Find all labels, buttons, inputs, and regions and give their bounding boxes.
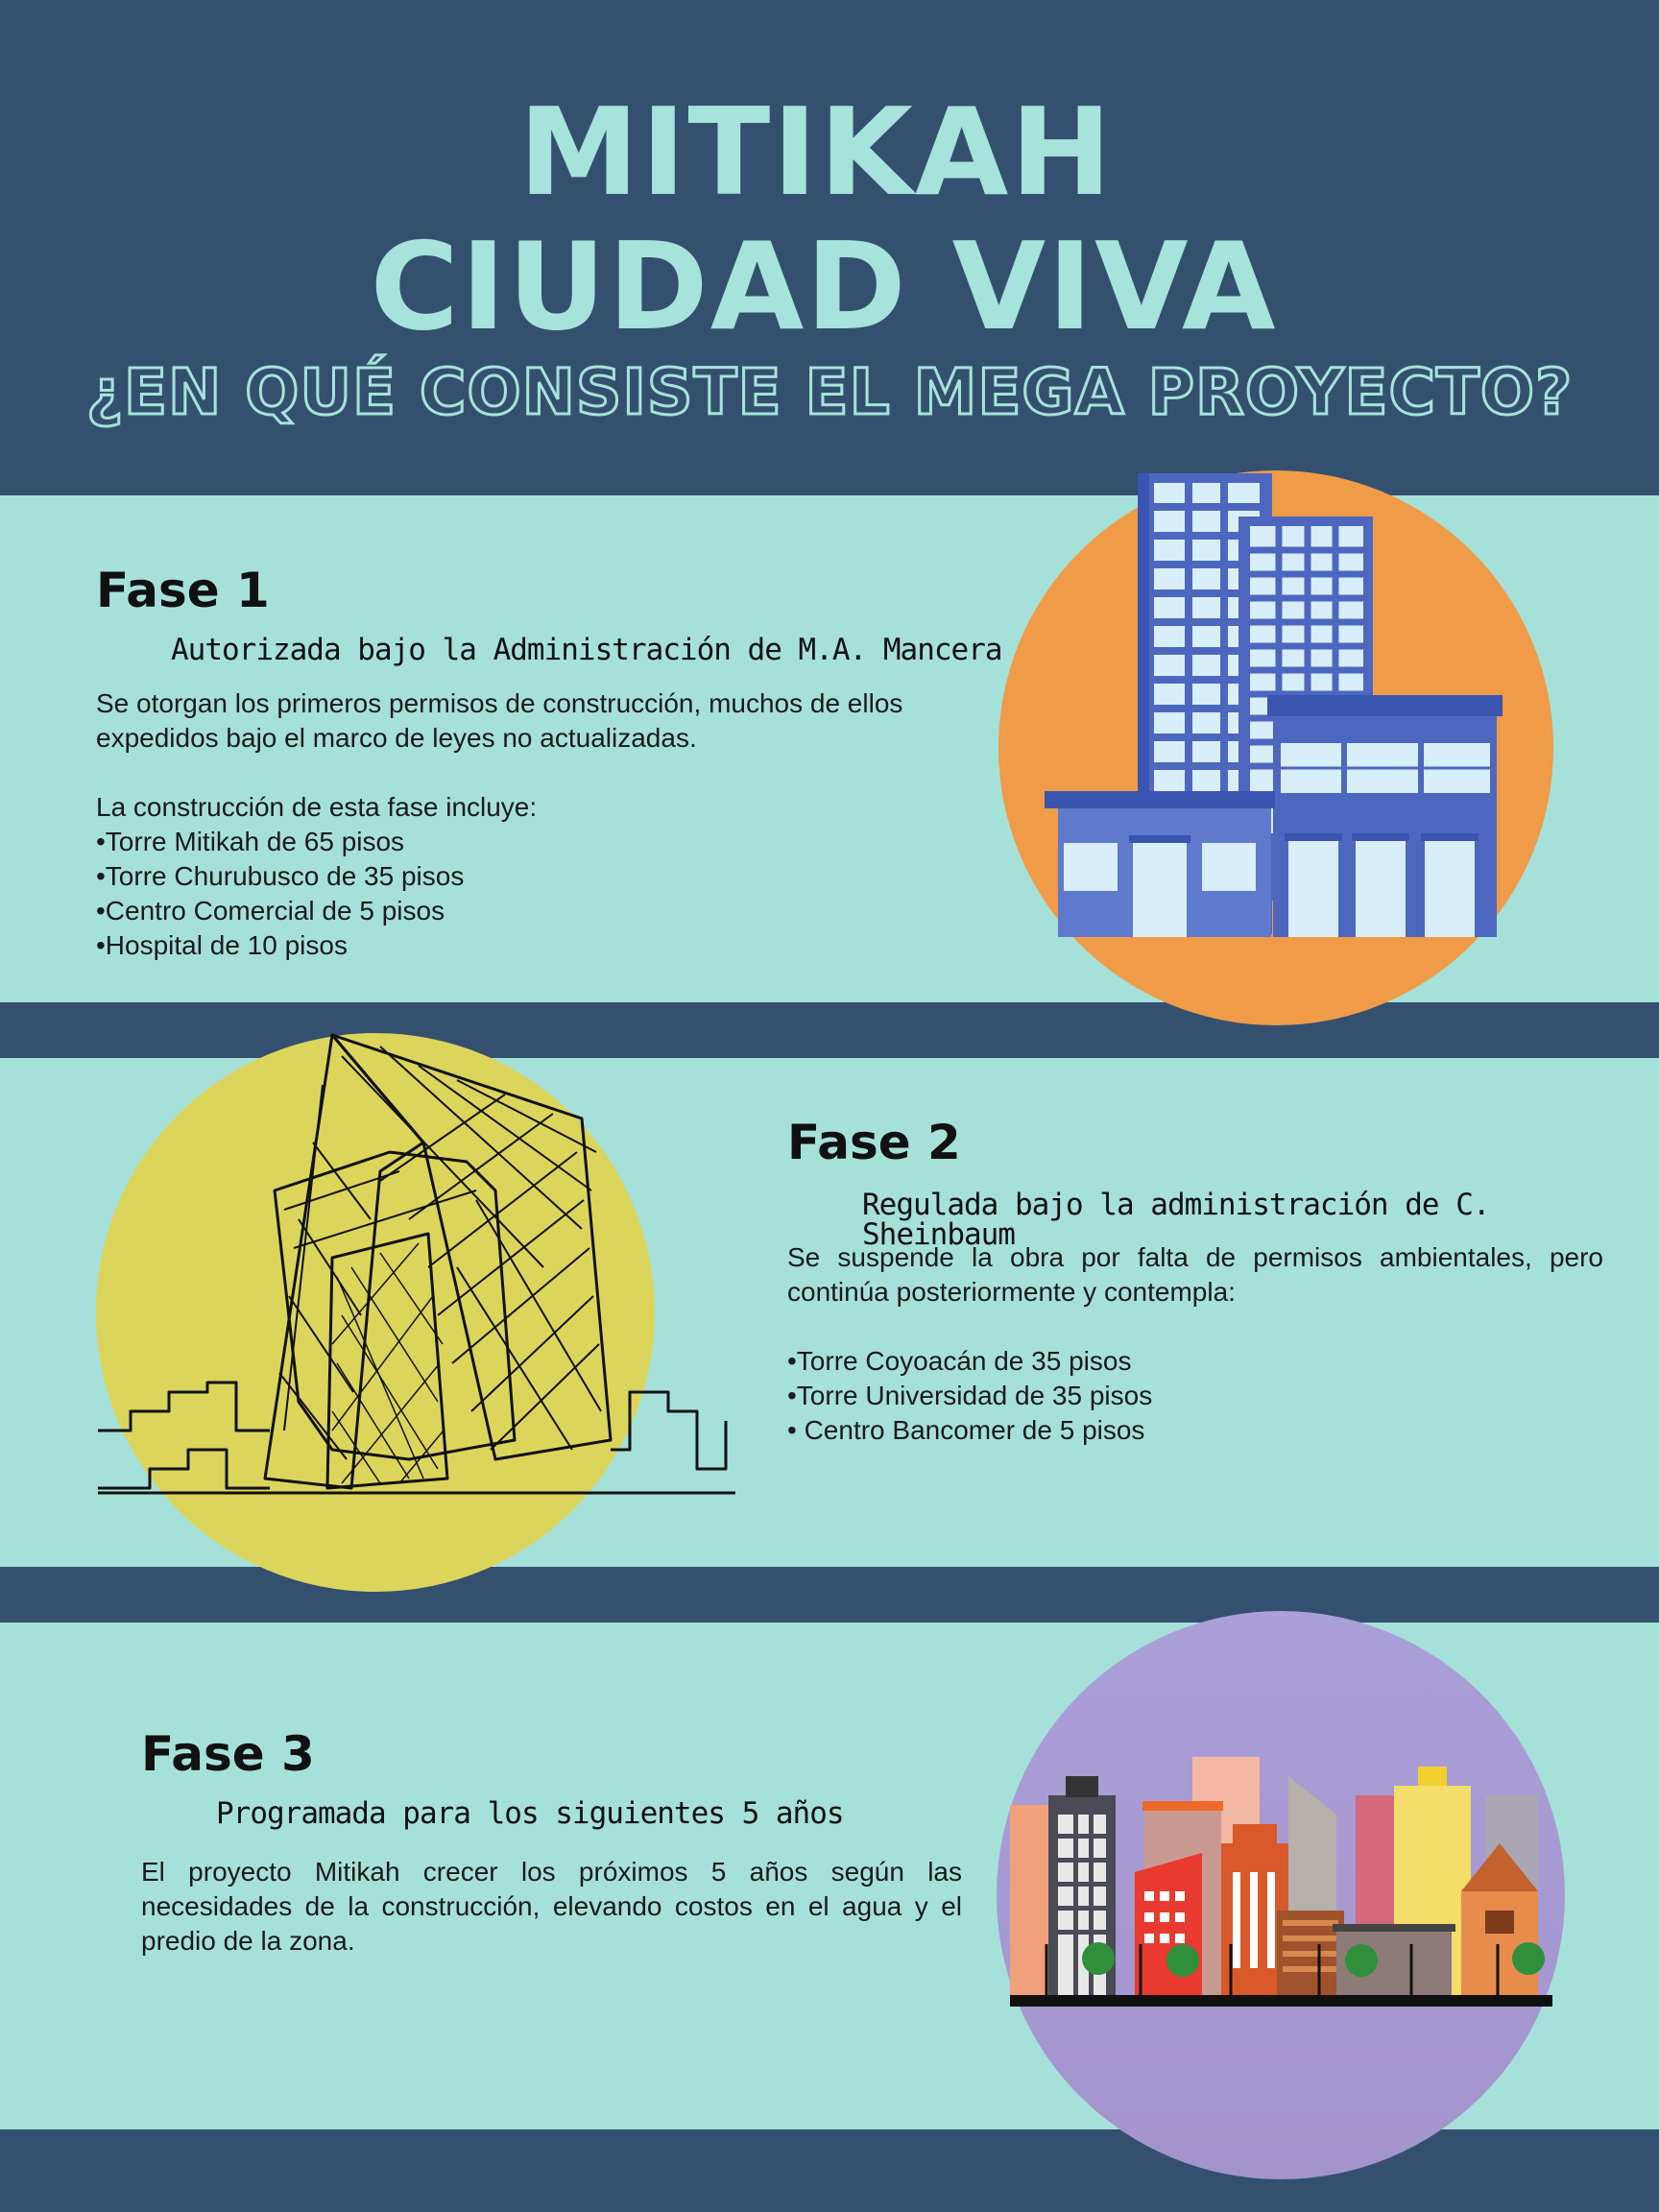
phase-2-item-3: • Centro Bancomer de 5 pisos (787, 1415, 1145, 1445)
phase-1-item-4: •Hospital de 10 pisos (96, 930, 348, 960)
city-skyline-icon (1010, 1747, 1557, 2026)
sketch-tower-icon (92, 1027, 745, 1527)
page-title-line-1: MITIKAH (518, 82, 1114, 223)
phase-3-description: El proyecto Mitikah crecer los próximos 5 años según las necesidades de la construcción, elevando costos en el agua y el predio de la zona. (141, 1857, 962, 1956)
phase-1-list-intro: La construcción de esta fase incluye: (96, 792, 538, 822)
phase-3-subtitle: Programada para los siguientes 5 años (216, 1796, 844, 1831)
phase-3-body (141, 1855, 962, 1959)
phase-1-title: Fase 1 (96, 563, 270, 618)
phase-2-item-1: •Torre Coyoacán de 35 pisos (787, 1346, 1132, 1376)
office-building-icon (1037, 469, 1517, 939)
phase-2-description: Se suspende la obra por falta de permisos ambientales, pero continúa posteriormente y contempla: (787, 1242, 1603, 1307)
phase-1-item-3: •Centro Comercial de 5 pisos (96, 896, 445, 926)
header (0, 0, 1659, 495)
phase-2-subtitle: Regulada bajo la administración de C. Sheinbaum (862, 1188, 1490, 1252)
phase-2-title: Fase 2 (787, 1115, 961, 1170)
phase-3-title: Fase 3 (141, 1726, 315, 1782)
phase-1-item-1: •Torre Mitikah de 65 pisos (96, 827, 405, 856)
page-subtitle: ¿EN QUÉ CONSISTE EL MEGA PROYECTO? (85, 355, 1574, 429)
phase-1-description: Se otorgan los primeros permisos de construcción, muchos de ellos expedidos bajo el marco de leyes no actualizadas. (96, 688, 903, 753)
page-title-line-2: CIUDAD VIVA (370, 216, 1278, 357)
phase-2-body (787, 1240, 1603, 1448)
phase-1-subtitle: Autorizada bajo la Administración de M.A. Mancera (171, 633, 1002, 667)
phase-2-item-2: •Torre Universidad de 35 pisos (787, 1381, 1153, 1410)
phase-1-body (96, 686, 922, 963)
phase-1-item-2: •Torre Churubusco de 35 pisos (96, 861, 465, 891)
